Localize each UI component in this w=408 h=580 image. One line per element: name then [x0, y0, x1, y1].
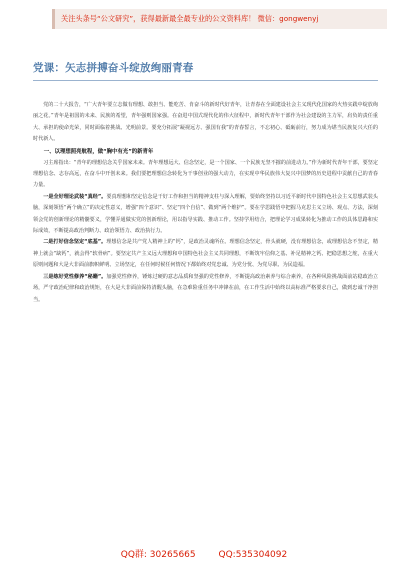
point-1-lead: 一是全好理论武装“真经”。	[43, 193, 107, 200]
document-header	[33, 60, 378, 81]
section-1-paragraph: 习主席指出：“青年的理想信念关乎国家未来。青年理想远大、信念坚定，是一个国家、一个民族无坚不摧的前进动力。”作为新时代青年干部，要坚定理想信念、志存高远，在奋斗中开创未来。我们要把理想信念转化为干事创业的强大动力，在实现中华民族伟大复兴中国梦的历史进程中贡献自己的青春力量。	[33, 159, 378, 189]
contact-footer	[0, 547, 408, 560]
point-3-lead: 三是练好党性修养“秘籍”。	[43, 273, 107, 280]
document-body	[33, 100, 378, 306]
promo-banner: 关注头条号“公文研究”，获得最新最全最专业的公文资料库！ 微信：gongwenyj	[52, 9, 387, 29]
point-3-text: 加强党性修养，锤炼过硬的意志品质和坚强的党性修养，不断提高政治素养与综合素养，在各种风险挑战面前站稳政治立场，严守政治纪律和政治规矩，在大是大非面前保持清醒头脑，在急难险重任务中冲锋在前，在工作生活中始终以高标准严格要求自己，做到忠诚干净担当。	[33, 273, 378, 303]
point-2-text: 理想信念是共产党人精神上的“钙”，是政治灵魂所在。理想信念坚定，骨头就硬，没有理想信念，或理想信念不坚定，精神上就会“缺钙”，就会得“软骨病”。要坚定共产主义远大理想和中国特色社会主义共同理想，不断筑牢信仰之基、补足精神之钙、把稳思想之舵，在重大原则问题和大是大非面前旗帜鲜明、立场坚定，在任何时候任何情况下都始终对党忠诚、为党分忧、为党尽职、为民造福。	[33, 239, 378, 269]
document-title: 党课：矢志拼搏奋斗绽放绚丽青春	[33, 62, 194, 74]
point-3-paragraph	[33, 272, 378, 306]
title-divider	[33, 80, 378, 81]
qq-group-text: QQ群: 30265665	[120, 550, 196, 560]
intro-paragraph: 党的二十大报告，“广大青年要立志做有理想、敢担当、能吃苦、肯奋斗的新时代好青年，让青春在全面建设社会主义现代化国家的火热实践中绽放绚丽之花。”青年是祖国的未来、民族的希望，青年强则国家强。在奋进中国式现代化的伟大征程中，新时代青年干部作为社会建设的主力军，肩负的责任重大、承担的使命光荣，同时面临着挑战、光明前景。要充分拓展“凝视远方、强国有我”的青春誓言，不忘初心、砥砺前行，努力成为堪当民族复兴大任的时代新人。	[33, 102, 378, 143]
point-2-lead: 二是打好信念坚定“底基”。	[43, 239, 107, 246]
point-2-paragraph	[33, 237, 378, 271]
point-1-paragraph	[33, 192, 378, 238]
qq-text: QQ:535304092	[218, 550, 288, 560]
point-1-text: 要真理想和坚定信念是干好工作和担当的精神支柱与深入理解，要始终坚持以习近平新时代中国特色社会主义思想武装头脑，深刻领悟“两个确立”的决定性意义，增强“四个意识”、坚定“四个自信”、做到“两个维护”。要在学思践悟中把握马克思主义立场、观点、方法，深刻领会党的创新理论的精髓要义，学懂弄通做实党的创新理论，用以指导实践、推动工作。坚持学用结合，把理论学习成果转化为推动工作的具体思路和实际成效，不断提高政治判断力、政治领悟力、政治执行力。	[33, 193, 378, 235]
section-heading-1: 一、以理想照亮航程，做“胸中有光”的新青年	[43, 148, 154, 155]
